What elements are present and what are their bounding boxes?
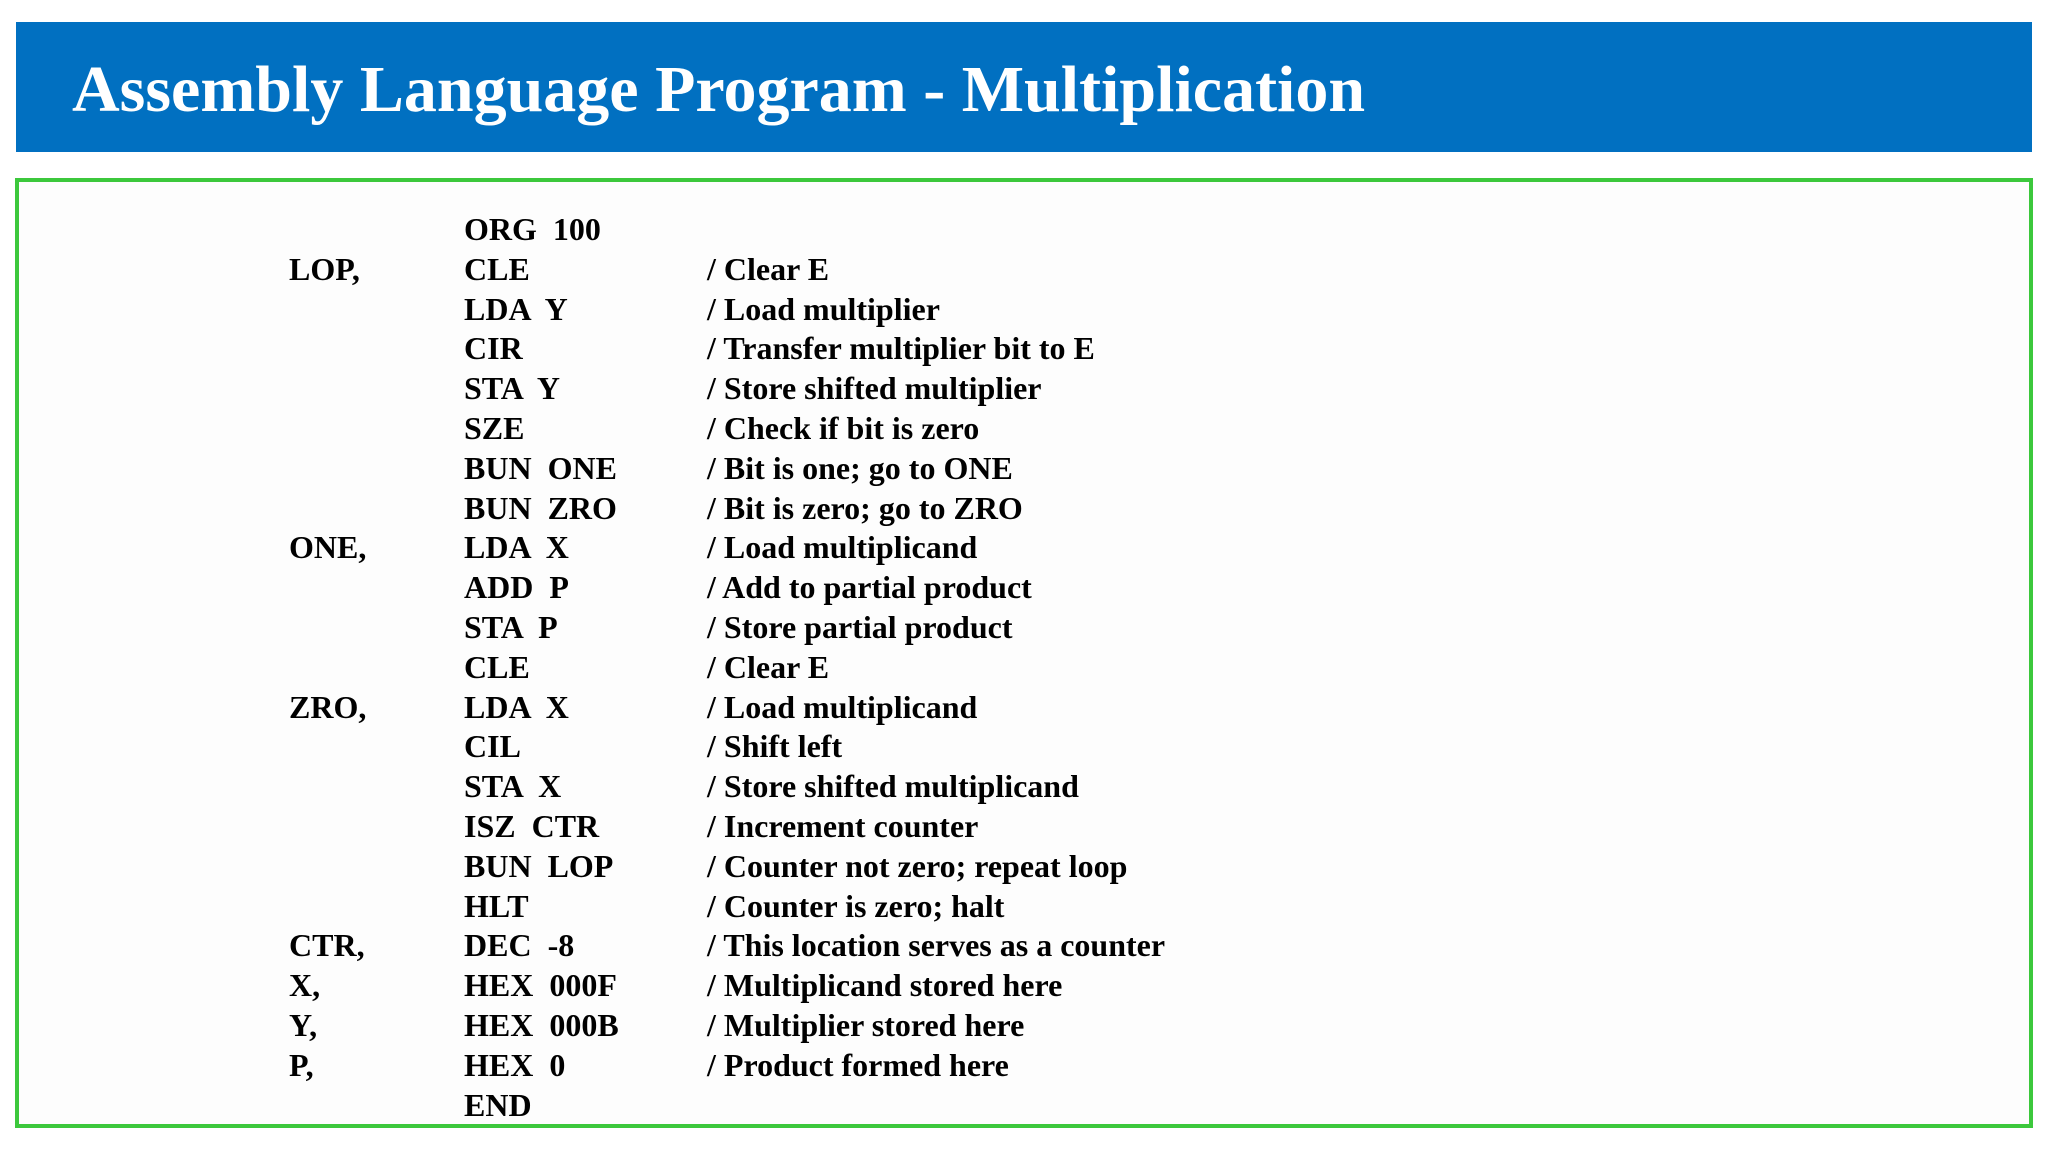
code-instruction: HEX 0 [464,1046,566,1083]
code-comment: / Counter is zero; halt [707,887,1005,924]
code-instruction: BUN ZRO [464,489,617,526]
code-comment: / Store shifted multiplier [707,370,1042,407]
code-label: ONE, [289,529,367,566]
code-instruction: CLE [464,648,530,685]
code-comment: / Check if bit is zero [707,409,980,446]
code-comment: / Load multiplier [707,290,940,327]
code-comment: / Counter not zero; repeat loop [707,847,1128,884]
code-comment: / Shift left [707,728,843,765]
code-comment: / Multiplier stored here [707,1006,1025,1043]
code-comment: / This location serves as a counter [707,927,1166,964]
code-instruction: HEX 000F [464,967,617,1004]
slide-title: Assembly Language Program - Multiplication [72,53,1366,126]
code-instruction: LDA X [464,529,569,566]
code-instruction: HLT [464,887,529,924]
code-instruction: LDA X [464,688,569,725]
code-comment: / Bit is one; go to ONE [707,449,1013,486]
code-instruction: LDA Y [464,290,568,327]
code-comment: / Load multiplicand [707,529,978,566]
code-label: CTR, [289,927,365,964]
code-instruction: BUN LOP [464,847,614,884]
code-instruction: ISZ CTR [464,807,600,844]
code-label: Y, [289,1006,318,1043]
code-comment: / Transfer multiplier bit to E [707,330,1095,367]
code-instruction: HEX 000B [464,1006,619,1043]
code-instruction: ADD P [464,569,569,606]
code-instruction: ORG 100 [464,211,601,247]
code-comment: / Clear E [707,250,830,287]
code-listing-panel [15,178,2033,1128]
code-instruction: STA P [464,608,558,645]
code-comment: / Product formed here [707,1046,1009,1083]
code-comment: / Multiplicand stored here [707,967,1063,1004]
code-comment: / Bit is zero; go to ZRO [707,489,1023,526]
code-instruction: BUN ONE [464,449,617,486]
code-label: ZRO, [289,688,367,725]
code-comment: / Increment counter [707,807,979,844]
code-instruction: CIR [464,330,523,367]
code-comment: / Load multiplicand [707,688,978,725]
code-comment: / Clear E [707,648,830,685]
code-instruction: CIL [464,728,521,765]
code-label: P, [289,1046,314,1083]
code-comment: / Add to partial product [707,569,1032,606]
code-instruction: CLE [464,250,530,287]
code-comment: / Store shifted multiplicand [707,768,1079,805]
code-instruction: STA X [464,768,562,805]
code-label: X, [289,967,321,1004]
code-instruction: STA Y [464,370,561,407]
code-instruction: SZE [464,409,525,446]
code-instruction: END [464,1086,532,1123]
title-banner [16,22,2032,152]
code-comment: / Store partial product [707,608,1013,645]
code-label: LOP, [289,250,360,287]
code-instruction: DEC -8 [464,927,575,964]
